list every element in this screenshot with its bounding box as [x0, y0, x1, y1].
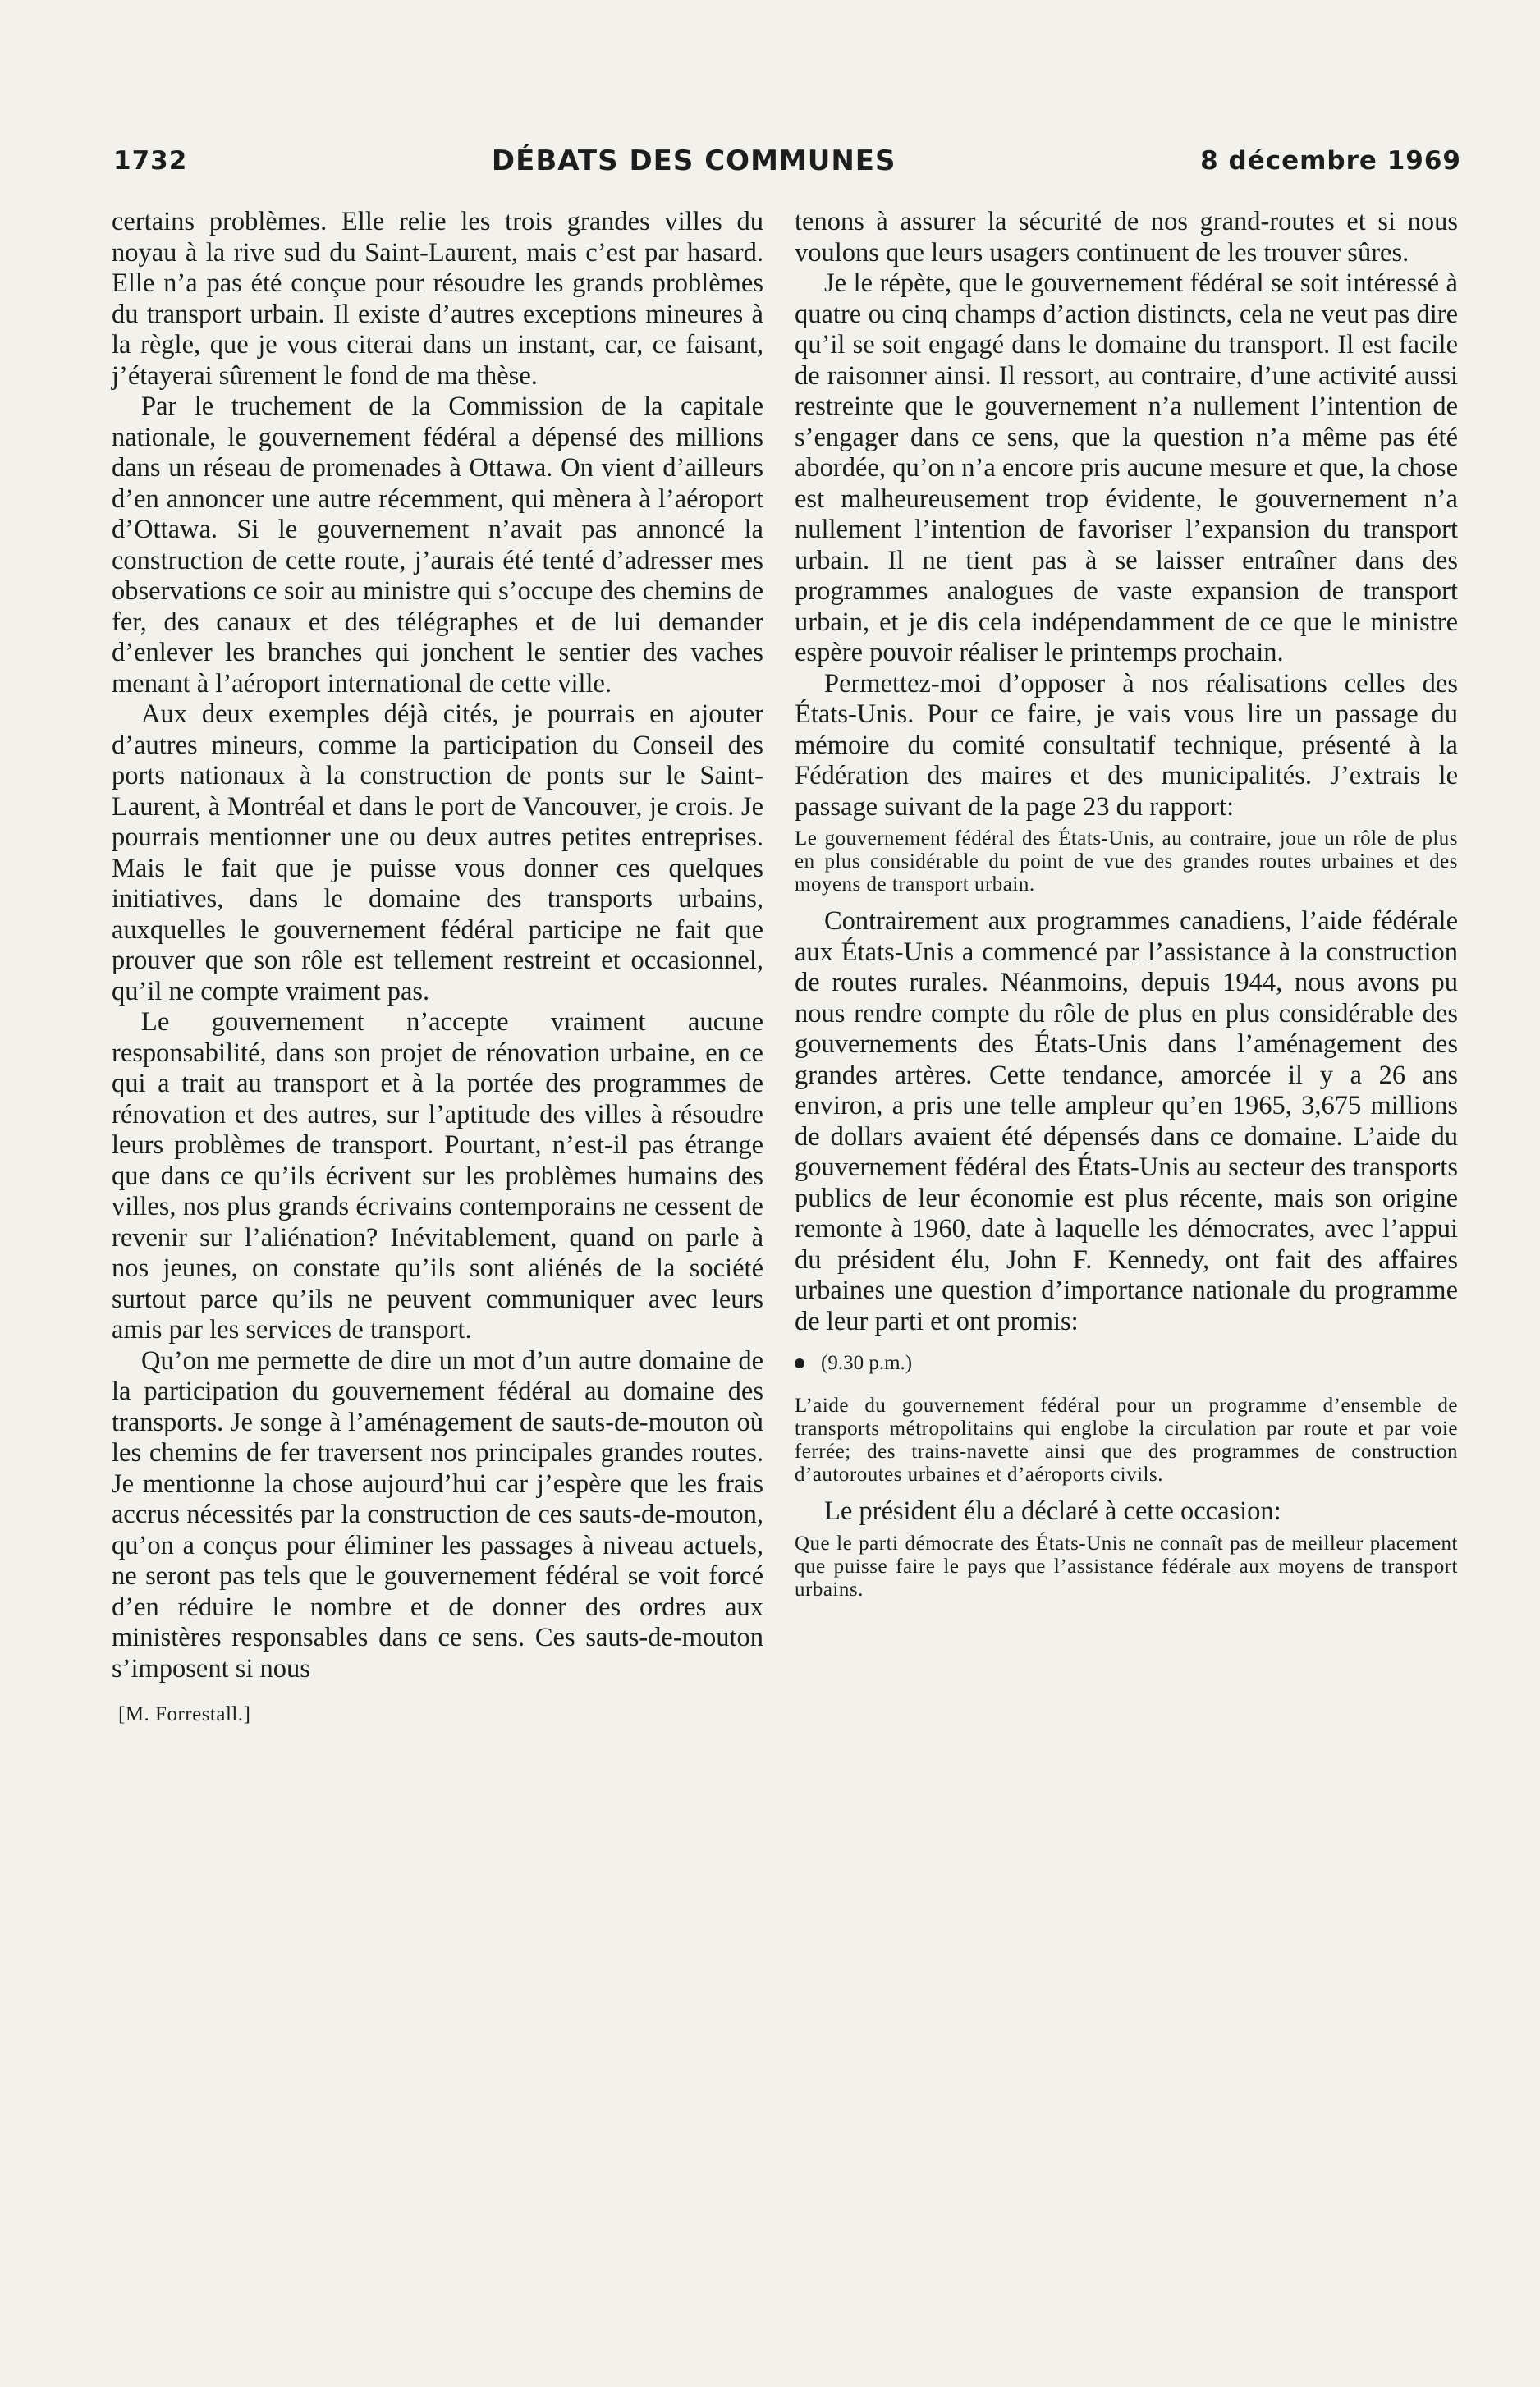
block-quote: L’aide du gouvernement fédéral pour un programme d’ensemble de transports métropolitains qui englobe la circulation par route et par voie ferrée; des trains-navette ainsi que des programmes de construction d’autoroutes urbaines et d’aéroports civils.	[795, 1395, 1458, 1486]
paragraph: Je le répète, que le gouvernement fédéral se soit intéressé à quatre ou cinq champs d’action distincts, cela ne veut pas dire qu’il se soit engagé dans le domaine du transport. Il est facile de raisonner ainsi. Il ressort, au contraire, d’une activité aussi restreinte que le gouvernement n’a nullement l’intention de s’engager dans ce sens, que la question n’a même pas été abordée, qu’on n’a encore pris aucune mesure et que, la chose est malheureusement trop évidente, le gouvernement n’a nullement l’intention de favoriser l’expansion du transport urbain. Il ne tient pas à se laisser entraîner dans des programmes analogues de vaste expansion de transport urbain, et je dis cela indépendamment de ce que le ministre espère pouvoir réaliser le printemps prochain.	[795, 268, 1458, 667]
paragraph: Contrairement aux programmes canadiens, l’aide fédérale aux États-Unis a commencé par l’assistance à la construction de routes rurales. Néanmoins, depuis 1944, nous avons pu nous rendre compte du rôle de plus en plus considérable des gouvernements des États-Unis dans l’aménagement des grandes artères. Cette tendance, amorcée il y a 26 ans environ, a pris une telle ampleur qu’en 1965, 3,675 millions de dollars avaient été dépensés dans ce domaine. L’aide du gouvernement fédéral des États-Unis au secteur des transports publics de leur économie est plus récente, mais son origine remonte à 1960, date à laquelle les démocrates, avec l’appui du président élu, John F. Kennedy, ont fait des affaires urbaines une question d’importance nationale du programme de leur parti et ont promis:	[795, 906, 1458, 1336]
paragraph: Aux deux exemples déjà cités, je pourrais en ajouter d’autres mineurs, comme la participation du Conseil des ports nationaux à la construction de ponts sur le Saint-Laurent, à Montréal et dans le port de Vancouver, je crois. Je pourrais mentionner une ou deux autres petites entreprises. Mais le fait que je puisse vous donner ces quelques initiatives, dans le domaine des transports urbains, auxquelles le gouvernement fédéral participe ne fait que prouver que son rôle est tellement restreint et occasionnel, qu’il ne compte vraiment pas.	[112, 699, 763, 1006]
left-column	[112, 207, 763, 1730]
paragraph: Permettez-moi d’opposer à nos réalisations celles des États-Unis. Pour ce faire, je vais vous lire un passage du mémoire du comité consultatif technique, présenté à la Fédération des maires et des municipalités. J’extrais le passage suivant de la page 23 du rapport:	[795, 668, 1458, 822]
paragraph: tenons à assurer la sécurité de nos grand-routes et si nous voulons que leurs usagers continuent de les trouver sûres.	[795, 207, 1458, 268]
paragraph: Par le truchement de la Commission de la capitale nationale, le gouvernement fédéral a dépensé des millions dans un réseau de promenades à Ottawa. On vient d’ailleurs d’en annoncer une autre récemment, qui mènera à l’aéroport d’Ottawa. Si le gouvernement n’avait pas annoncé la construction de cette route, j’aurais été tenté d’adresser mes observations ce soir au ministre qui s’occupe des chemins de fer, des canaux et des télégraphes et de lui demander d’enlever les branches qui jonchent le sentier des vaches menant à l’aéroport international de cette ville.	[112, 392, 763, 699]
bullet-icon	[795, 1358, 804, 1368]
paragraph: certains problèmes. Elle relie les trois grandes villes du noyau à la rive sud du Saint-Laurent, mais c’est par hasard. Elle n’a pas été conçue pour résoudre les grands problèmes du transport urbain. Il existe d’autres exceptions mineures à la règle, que je vous citerai dans un instant, car, ce faisant, j’étayerai sûrement le fond de ma thèse.	[112, 207, 763, 391]
paragraph: Le président élu a déclaré à cette occasion:	[824, 1496, 1281, 1526]
paragraph: Qu’on me permette de dire un mot d’un autre domaine de la participation du gouvernement fédéral au domaine des transports. Je songe à l’aménagement de sauts-de-mouton où les chemins de fer traversent nos principales grandes routes. Je mentionne la chose aujourd’hui car j’espère que les frais accrus nécessités par la construction de ces sauts-de-mouton, qu’on a conçus pour éliminer les passages à niveau actuels, ne seront pas tels que le gouvernement fédéral se voit forcé d’en réduire le nombre et de donner des ordres aux ministères responsables dans ce sens. Ces sauts-de-mouton s’imposent si nous	[112, 1345, 763, 1684]
paragraph: Le gouvernement n’accepte vraiment aucune responsabilité, dans son projet de rénovation urbaine, en ce qui a trait au transport et à la portée des programmes de rénovation et des autres, sur l’aptitude des villes à résoudre leurs problèmes de transport. Pourtant, n’est-il pas étrange que dans ce qu’ils écrivent sur les problèmes humains des villes, nos plus grands écrivains contemporains ne cessent de revenir sur l’aliénation? Inévitablement, quand on parle à nos jeunes, on constate qu’ils sont aliénés de la société surtout parce qu’ils ne peuvent communiquer avec leurs amis par les services de transport.	[112, 1007, 763, 1345]
block-quote: Que le parti démocrate des États-Unis ne connaît pas de meilleur placement que puisse faire le pays que l’assistance fédérale aux moyens de transport urbains.	[795, 1532, 1458, 1601]
time-label: (9.30 p.m.)	[821, 1352, 913, 1374]
speaker-attribution: [M. Forrestall.]	[118, 1703, 251, 1725]
block-quote: Le gouvernement fédéral des États-Unis, au contraire, joue un rôle de plus en plus considérable du point de vue des grandes routes urbaines et des moyens de transport urbain.	[795, 827, 1458, 896]
time-marker	[795, 1352, 1458, 1375]
page-number: 1732	[113, 146, 188, 176]
running-title: DÉBATS DES COMMUNES	[491, 144, 896, 177]
right-column	[795, 207, 1458, 1611]
page-header	[113, 140, 1461, 182]
header-date: 8 décembre 1969	[1200, 146, 1461, 176]
